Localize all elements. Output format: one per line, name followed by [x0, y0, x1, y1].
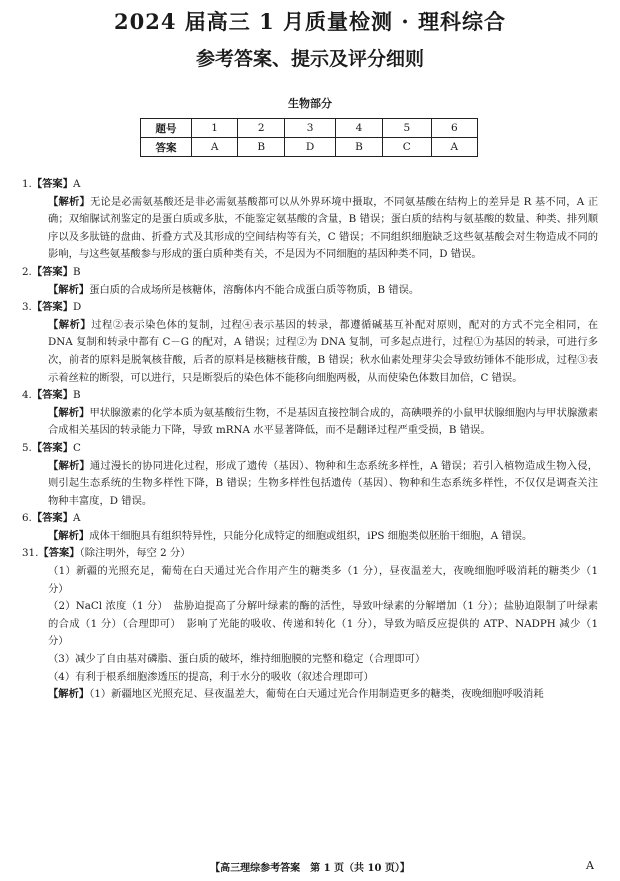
- question-number: 2: [238, 119, 285, 138]
- answer-cell: A: [192, 138, 238, 157]
- answer-part: （2）NaCl 浓度（1 分） 盐胁迫提高了分解叶绿素的酶的活性，导致叶绿素的分解增加（1 分）；盐胁迫限制了叶绿素的合成（1 分）（合理即可） 影响了光能的吸收、传递和转化（1 分），导致为暗反应提供的 ATP、NADPH 减少（1 分）: [48, 600, 598, 648]
- explanation: 【解析】成体干细胞具有组织特异性，只能分化成特定的细胞或组织，iPS 细胞类似胚胎干细胞，A 错误。: [48, 529, 533, 542]
- answer-line: 6.【答案】A: [22, 512, 81, 525]
- explanation: 【解析】无论是必需氨基酸还是非必需氨基酸都可以从外界环境中摄取，不同氨基酸在结构上的差异是 R 基不同，A 正确；双缩脲试剂鉴定的是蛋白质或多肽，不能鉴定氨基酸的含量，B 错误；蛋白质的结构与氨基酸的数量、种类、排列顺序以及多肽链的盘曲、折叠方式及其形成的空间结构等有关，C 错误；不同组织细胞缺乏这些氨基酸会对生物造成不同的影响，与这些氨基酸参与形成的蛋白质种类有关，不是因为不同细胞的基因种类不同，D 错误。: [48, 195, 598, 261]
- explanation: 【解析】蛋白质的合成场所是核糖体，溶酶体内不能合成蛋白质等物质，B 错误。: [48, 283, 420, 296]
- answer-cell: B: [335, 138, 382, 157]
- row-label-number: 题号: [141, 119, 192, 138]
- section-title: 生物部分: [288, 97, 332, 110]
- page-footer: 【高三理综参考答案 第 1 页（共 10 页）】: [210, 863, 410, 874]
- answer-row: [141, 138, 478, 157]
- question-number: 4: [335, 119, 382, 138]
- answer-part: （4）有利于根系细胞渗透压的提高，利于水分的吸收（叙述合理即可）: [48, 670, 374, 683]
- explanation: 【解析】（1）新疆地区光照充足、昼夜温差大，葡萄在白天通过光合作用制造更多的糖类，夜晚细胞呼吸消耗: [48, 688, 544, 701]
- question-number-row: [141, 119, 478, 138]
- question-number: 1: [192, 119, 238, 138]
- answer-cell: B: [238, 138, 285, 157]
- answer-cell: C: [382, 138, 431, 157]
- answer-line: 5.【答案】C: [22, 441, 81, 454]
- version-mark: A: [586, 859, 594, 872]
- answer-explanations: [22, 176, 598, 704]
- row-label-answer: 答案: [141, 138, 192, 157]
- answer-cell: D: [285, 138, 336, 157]
- page-subtitle: 参考答案、提示及评分细则: [195, 48, 424, 70]
- explanation: 【解析】通过漫长的协同进化过程，形成了遗传（基因）、物种和生态系统多样性，A 错误；若引入植物造成生物入侵，则引起生态系统的生物多样性下降，B 错误；生物多样性包括遗传（基因）、物种和生态系统多样性，不仅仅是调查关注物种丰富度，D 错误。: [48, 459, 599, 507]
- answer-part: （1）新疆的光照充足，葡萄在白天通过光合作用产生的糖类多（1 分），昼夜温差大，夜晚细胞呼吸消耗的糖类少（1 分）: [48, 565, 598, 595]
- answer-part: （3）减少了自由基对磷脂、蛋白质的破坏，维持细胞膜的完整和稳定（合理即可）: [48, 653, 426, 666]
- answer-cell: A: [431, 138, 477, 157]
- explanation: 【解析】甲状腺激素的化学本质为氨基酸衍生物，不是基因直接控制合成的，高碘喂养的小鼠甲状腺细胞内与甲状腺激素合成相关基因的转录能力下降，导致 mRNA 水平显著降低，而不是翻译过程严重受损，B 错误。: [48, 406, 598, 437]
- answer-line: 1.【答案】A: [22, 178, 81, 190]
- answer-line: 2.【答案】B: [22, 265, 81, 278]
- page-title: 2024 届高三 1 月质量检测 · 理科综合: [114, 9, 506, 34]
- question-number: 5: [382, 119, 431, 138]
- explanation: 【解析】过程②表示染色体的复制，过程④表示基因的转录，都遵循碱基互补配对原则，配对的方式不完全相同，在 DNA 复制和转录中都有 C－G 的配对，A 错误；过程②为 DNA 复制，可多起点进行，过程①为基因的转录，可进行多次，前者的原料是脱氧核苷酸，后者的原料是核糖核苷酸，B 错误；秋水仙素处理芽尖会导致纺锤体不能形成，过程③表示着丝粒的断裂，可以进行，只是断裂后的染色体不能移向细胞两极，从而使染色体数目加倍，C 错误。: [48, 318, 599, 384]
- question-number: 6: [431, 119, 477, 138]
- question-number: 3: [285, 119, 336, 138]
- answer-line: 3.【答案】D: [22, 301, 82, 314]
- answer-line: 31.【答案】（除注明外，每空 2 分）: [22, 547, 191, 560]
- answer-table: [140, 118, 478, 157]
- answer-line: 4.【答案】B: [22, 389, 81, 402]
